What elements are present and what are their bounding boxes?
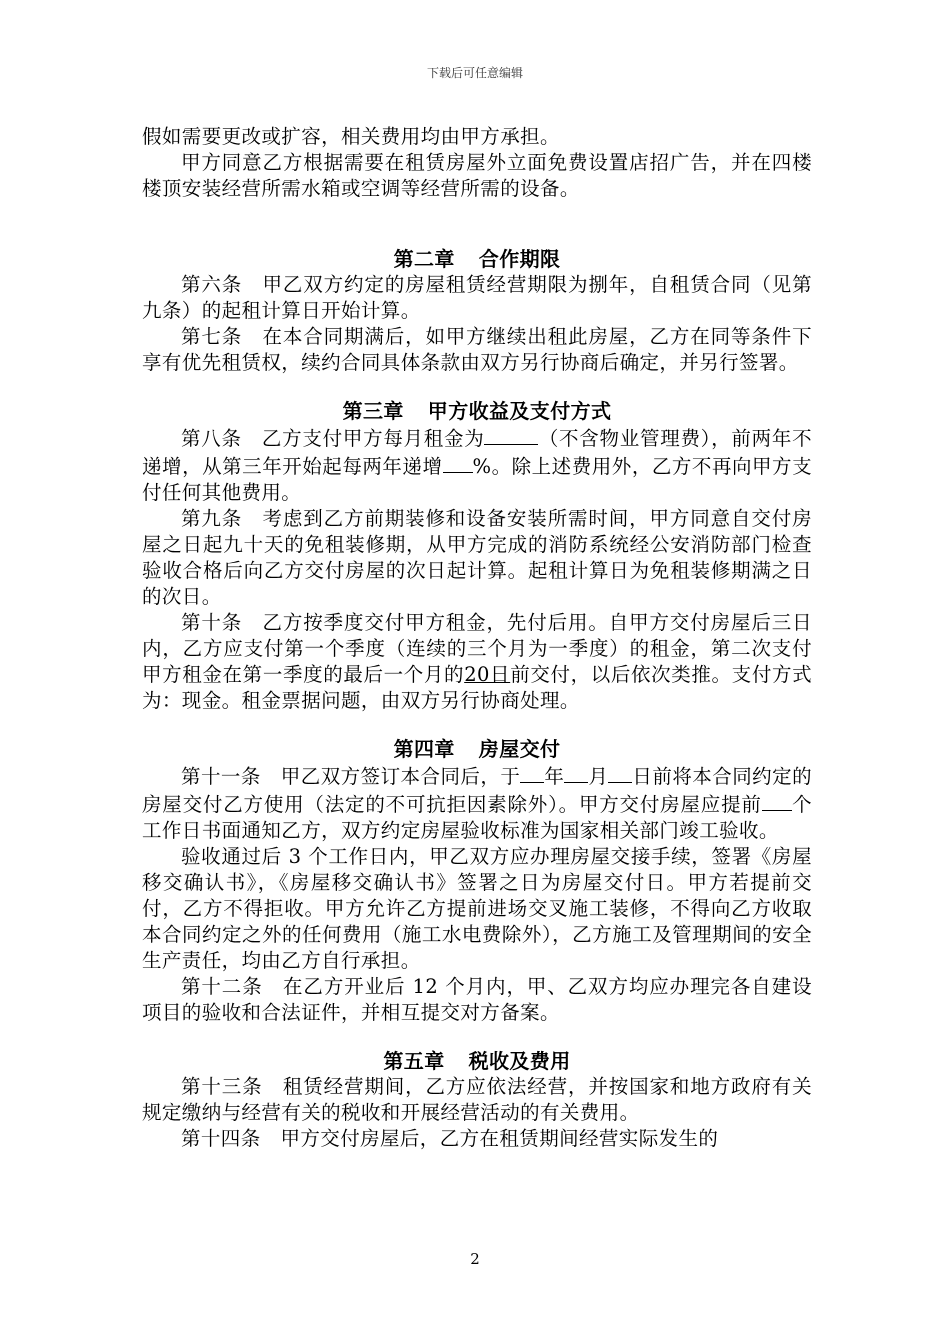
article-11: 第十一条 甲乙双方签订本合同后，于 年 月 日前将本合同约定的房屋交付乙方使用（法定的不可抗拒因素除外）。甲方交付房屋应提前 个工作日书面通知乙方，双方约定房屋验收标准为国家相关部门竣工验收。	[142, 762, 812, 844]
chapter-number: 第二章	[393, 247, 455, 271]
article-13: 第十三条 租赁经营期间，乙方应依法经营，并按国家和地方政府有关规定缴纳与经营有关的税收和开展经营活动的有关费用。	[142, 1075, 812, 1124]
article-6: 第六条 甲乙双方约定的房屋租赁经营期限为捌年，自租赁合同（见第九条）的起租计算日开始计算。	[142, 273, 812, 322]
page-header: 下载后可任意编辑	[426, 66, 523, 80]
month-blank	[564, 762, 588, 783]
chapter-heading	[142, 246, 812, 272]
increase-rate-blank	[443, 452, 473, 473]
paragraph: 甲方同意乙方根据需要在租赁房屋外立面免费设置店招广告，并在四楼楼顶安装经营所需水箱或空调等经营所需的设备。	[142, 151, 812, 200]
article-12: 第十二条 在乙方开业后 12 个月内，甲、乙双方均应办理完各自建设项目的验收和合法证件，并相互提交对方备案。	[142, 975, 812, 1024]
chapter-heading	[142, 1048, 812, 1074]
paragraph: 假如需要更改或扩容，相关费用均由甲方承担。	[142, 125, 560, 148]
chapter-title: 甲方收益及支付方式	[427, 399, 612, 423]
rent-amount-blank	[484, 424, 538, 445]
payment-date: 20日	[464, 663, 511, 686]
article-9: 第九条 考虑到乙方前期装修和设备安装所需时间，甲方同意自交付房屋之日起九十天的免租装修期，从甲方完成的消防系统经公安消防部门检查验收合格后向乙方交付房屋的次日起计算。起租计算日为免租装修期满之日的次日。	[142, 507, 812, 608]
chapter-number: 第五章	[383, 1049, 445, 1073]
page-number: 2	[470, 1250, 480, 1268]
day-blank	[608, 762, 632, 783]
chapter-title: 税收及费用	[468, 1049, 571, 1073]
article-7: 第七条 在本合同期满后，如甲方继续出租此房屋，乙方在同等条件下享有优先租赁权，续约合同具体条款由双方另行协商后确定，并另行签署。	[142, 325, 812, 374]
chapter-title: 房屋交付	[478, 737, 561, 761]
chapter-number: 第三章	[342, 399, 404, 423]
article-8: 第八条 乙方支付甲方每月租金为 （不含物业管理费），前两年不递增，从第三年开始起每两年递增 %。除上述费用外，乙方不再向甲方支付任何其他费用。	[142, 424, 812, 506]
document-body	[142, 124, 812, 1152]
year-blank	[520, 762, 544, 783]
chapter-number: 第四章	[393, 737, 455, 761]
chapter-heading	[142, 736, 812, 762]
article-14: 第十四条 甲方交付房屋后，乙方在租赁期间经营实际发生的	[181, 1127, 719, 1150]
article-10: 第十条 乙方按季度交付甲方租金，先付后用。自甲方交付房屋后三日内，乙方应支付第一个季度（连续的三个月为一季度）的租金，第二次支付甲方租金在第一季度的最后一个月的20日前交付，以后依次类推。支付方式为：现金。租金票据问题，由双方另行协商处理。	[142, 611, 812, 712]
notice-days-blank	[762, 790, 792, 811]
paragraph-acceptance: 验收通过后 3 个工作日内，甲乙双方应办理房屋交接手续，签署《房屋移交确认书》，《房屋移交确认书》签署之日为房屋交付日。甲方若提前交付，乙方不得拒收。甲方允许乙方提前进场交叉施工装修，不得向乙方收取本合同约定之外的任何费用（施工水电费除外），乙方施工及管理期间的安全生产责任，均由乙方自行承担。	[142, 845, 812, 972]
chapter-heading	[142, 398, 812, 424]
chapter-title: 合作期限	[478, 247, 561, 271]
